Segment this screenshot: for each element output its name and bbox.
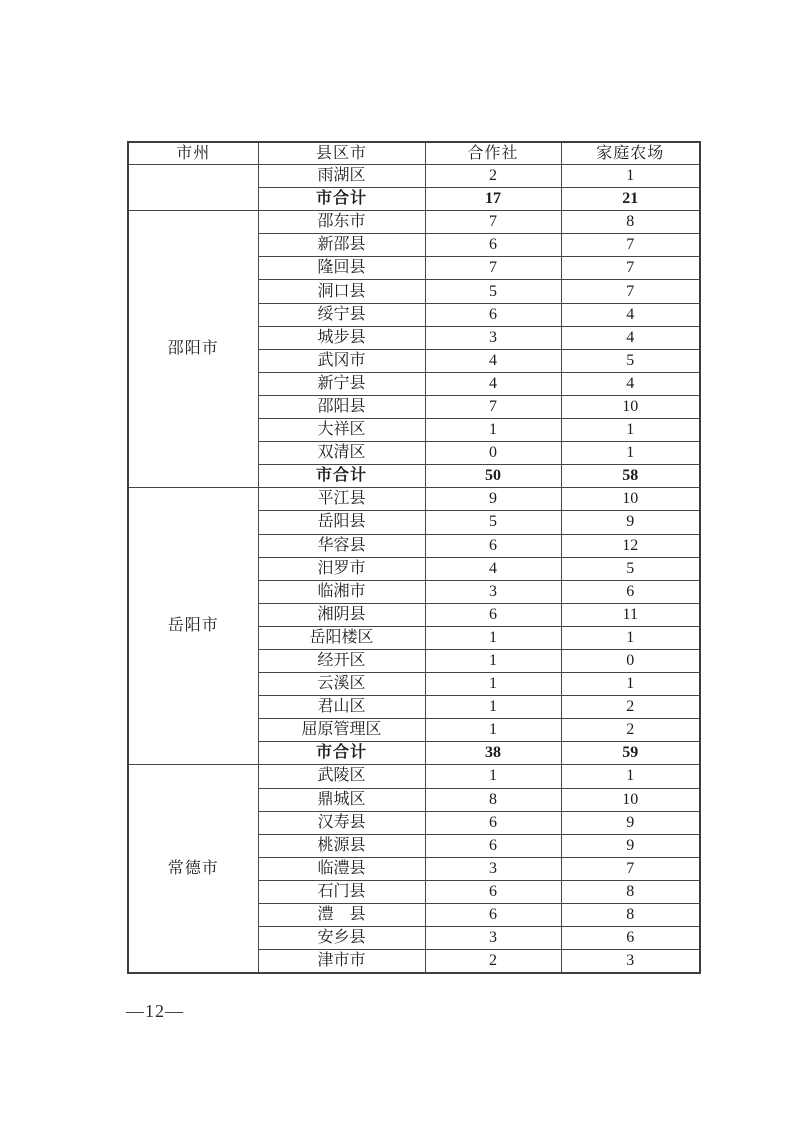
county-name-cell: 邵阳县 bbox=[258, 395, 425, 418]
cooperative-count-cell: 3 bbox=[425, 326, 561, 349]
county-name-cell: 君山区 bbox=[258, 696, 425, 719]
cooperative-count-cell: 6 bbox=[425, 234, 561, 257]
family-farm-count-cell: 1 bbox=[561, 419, 700, 442]
county-name-cell: 洞口县 bbox=[258, 280, 425, 303]
family-farm-count-cell: 8 bbox=[561, 904, 700, 927]
family-farm-count-cell: 7 bbox=[561, 257, 700, 280]
family-farm-count-cell: 59 bbox=[561, 742, 700, 765]
family-farm-count-cell: 7 bbox=[561, 857, 700, 880]
family-farm-count-cell: 2 bbox=[561, 719, 700, 742]
family-farm-count-cell: 4 bbox=[561, 326, 700, 349]
family-farm-count-cell: 4 bbox=[561, 303, 700, 326]
family-farm-count-cell: 1 bbox=[561, 165, 700, 188]
cooperative-count-cell: 6 bbox=[425, 834, 561, 857]
family-farm-count-cell: 6 bbox=[561, 927, 700, 950]
family-farm-count-cell: 3 bbox=[561, 950, 700, 974]
family-farm-count-cell: 0 bbox=[561, 649, 700, 672]
city-cell: 常德市 bbox=[128, 765, 258, 973]
cooperative-count-cell: 38 bbox=[425, 742, 561, 765]
table-row bbox=[128, 488, 700, 511]
family-farm-count-cell: 1 bbox=[561, 673, 700, 696]
cooperative-count-cell: 5 bbox=[425, 511, 561, 534]
header-row bbox=[128, 142, 700, 165]
cooperative-count-cell: 8 bbox=[425, 788, 561, 811]
county-name-cell: 桃源县 bbox=[258, 834, 425, 857]
table-row bbox=[128, 211, 700, 234]
county-name-cell: 津市市 bbox=[258, 950, 425, 974]
cooperative-count-cell: 6 bbox=[425, 303, 561, 326]
county-name-cell: 云溪区 bbox=[258, 673, 425, 696]
county-name-cell: 平江县 bbox=[258, 488, 425, 511]
family-farm-count-cell: 12 bbox=[561, 534, 700, 557]
county-name-cell: 临湘市 bbox=[258, 580, 425, 603]
county-name-cell: 汨罗市 bbox=[258, 557, 425, 580]
cooperative-count-cell: 50 bbox=[425, 465, 561, 488]
county-name-cell: 市合计 bbox=[258, 188, 425, 211]
cooperative-count-cell: 6 bbox=[425, 811, 561, 834]
cooperative-count-cell: 7 bbox=[425, 211, 561, 234]
county-name-cell: 武陵区 bbox=[258, 765, 425, 788]
cooperative-count-cell: 3 bbox=[425, 857, 561, 880]
family-farm-count-cell: 9 bbox=[561, 511, 700, 534]
cooperative-count-cell: 3 bbox=[425, 580, 561, 603]
family-farm-count-cell: 6 bbox=[561, 580, 700, 603]
cooperative-count-cell: 9 bbox=[425, 488, 561, 511]
table-body bbox=[128, 165, 700, 974]
county-name-cell: 双清区 bbox=[258, 442, 425, 465]
family-farm-count-cell: 4 bbox=[561, 372, 700, 395]
cooperative-count-cell: 4 bbox=[425, 557, 561, 580]
county-name-cell: 城步县 bbox=[258, 326, 425, 349]
county-name-cell: 新邵县 bbox=[258, 234, 425, 257]
county-name-cell: 岳阳楼区 bbox=[258, 626, 425, 649]
cooperative-count-cell: 1 bbox=[425, 649, 561, 672]
family-farm-count-cell: 8 bbox=[561, 880, 700, 903]
county-name-cell: 汉寿县 bbox=[258, 811, 425, 834]
table-header bbox=[128, 142, 700, 165]
cooperative-count-cell: 6 bbox=[425, 603, 561, 626]
county-name-cell: 市合计 bbox=[258, 742, 425, 765]
family-farm-count-cell: 7 bbox=[561, 234, 700, 257]
family-farm-count-cell: 1 bbox=[561, 765, 700, 788]
cooperative-count-cell: 6 bbox=[425, 880, 561, 903]
cooperative-count-cell: 2 bbox=[425, 165, 561, 188]
county-name-cell: 岳阳县 bbox=[258, 511, 425, 534]
county-name-cell: 鼎城区 bbox=[258, 788, 425, 811]
cooperative-count-cell: 1 bbox=[425, 626, 561, 649]
table-row bbox=[128, 165, 700, 188]
family-farm-count-cell: 11 bbox=[561, 603, 700, 626]
cooperative-count-cell: 1 bbox=[425, 696, 561, 719]
county-name-cell: 经开区 bbox=[258, 649, 425, 672]
page-number: —12— bbox=[126, 1001, 184, 1021]
cooperative-count-cell: 0 bbox=[425, 442, 561, 465]
cooperative-count-cell: 6 bbox=[425, 904, 561, 927]
county-name-cell: 绥宁县 bbox=[258, 303, 425, 326]
county-name-cell: 安乡县 bbox=[258, 927, 425, 950]
family-farm-count-cell: 1 bbox=[561, 442, 700, 465]
county-name-cell: 市合计 bbox=[258, 465, 425, 488]
cooperative-count-cell: 5 bbox=[425, 280, 561, 303]
header-family-farm: 家庭农场 bbox=[561, 142, 700, 165]
family-farm-count-cell: 5 bbox=[561, 557, 700, 580]
cooperative-count-cell: 1 bbox=[425, 719, 561, 742]
county-name-cell: 屈原管理区 bbox=[258, 719, 425, 742]
statistics-table bbox=[127, 141, 701, 974]
family-farm-count-cell: 9 bbox=[561, 811, 700, 834]
cooperative-count-cell: 17 bbox=[425, 188, 561, 211]
header-cooperative: 合作社 bbox=[425, 142, 561, 165]
cooperative-count-cell: 7 bbox=[425, 257, 561, 280]
family-farm-count-cell: 1 bbox=[561, 626, 700, 649]
cooperative-count-cell: 1 bbox=[425, 419, 561, 442]
county-name-cell: 石门县 bbox=[258, 880, 425, 903]
family-farm-count-cell: 5 bbox=[561, 349, 700, 372]
cooperative-count-cell: 2 bbox=[425, 950, 561, 974]
family-farm-count-cell: 58 bbox=[561, 465, 700, 488]
city-cell: 岳阳市 bbox=[128, 488, 258, 765]
city-cell bbox=[128, 165, 258, 211]
cooperative-count-cell: 3 bbox=[425, 927, 561, 950]
cooperative-count-cell: 6 bbox=[425, 534, 561, 557]
family-farm-count-cell: 2 bbox=[561, 696, 700, 719]
county-name-cell: 雨湖区 bbox=[258, 165, 425, 188]
county-name-cell: 澧 县 bbox=[258, 904, 425, 927]
county-name-cell: 湘阴县 bbox=[258, 603, 425, 626]
cooperative-count-cell: 7 bbox=[425, 395, 561, 418]
county-name-cell: 华容县 bbox=[258, 534, 425, 557]
family-farm-count-cell: 21 bbox=[561, 188, 700, 211]
cooperative-count-cell: 4 bbox=[425, 372, 561, 395]
cooperative-count-cell: 4 bbox=[425, 349, 561, 372]
county-name-cell: 邵东市 bbox=[258, 211, 425, 234]
cooperative-count-cell: 1 bbox=[425, 673, 561, 696]
family-farm-count-cell: 10 bbox=[561, 395, 700, 418]
county-name-cell: 临澧县 bbox=[258, 857, 425, 880]
county-name-cell: 大祥区 bbox=[258, 419, 425, 442]
header-county: 县区市 bbox=[258, 142, 425, 165]
county-name-cell: 隆回县 bbox=[258, 257, 425, 280]
family-farm-count-cell: 10 bbox=[561, 788, 700, 811]
table-row bbox=[128, 765, 700, 788]
family-farm-count-cell: 8 bbox=[561, 211, 700, 234]
family-farm-count-cell: 7 bbox=[561, 280, 700, 303]
city-cell: 邵阳市 bbox=[128, 211, 258, 488]
county-name-cell: 武冈市 bbox=[258, 349, 425, 372]
county-name-cell: 新宁县 bbox=[258, 372, 425, 395]
family-farm-count-cell: 10 bbox=[561, 488, 700, 511]
family-farm-count-cell: 9 bbox=[561, 834, 700, 857]
cooperative-count-cell: 1 bbox=[425, 765, 561, 788]
header-city: 市州 bbox=[128, 142, 258, 165]
